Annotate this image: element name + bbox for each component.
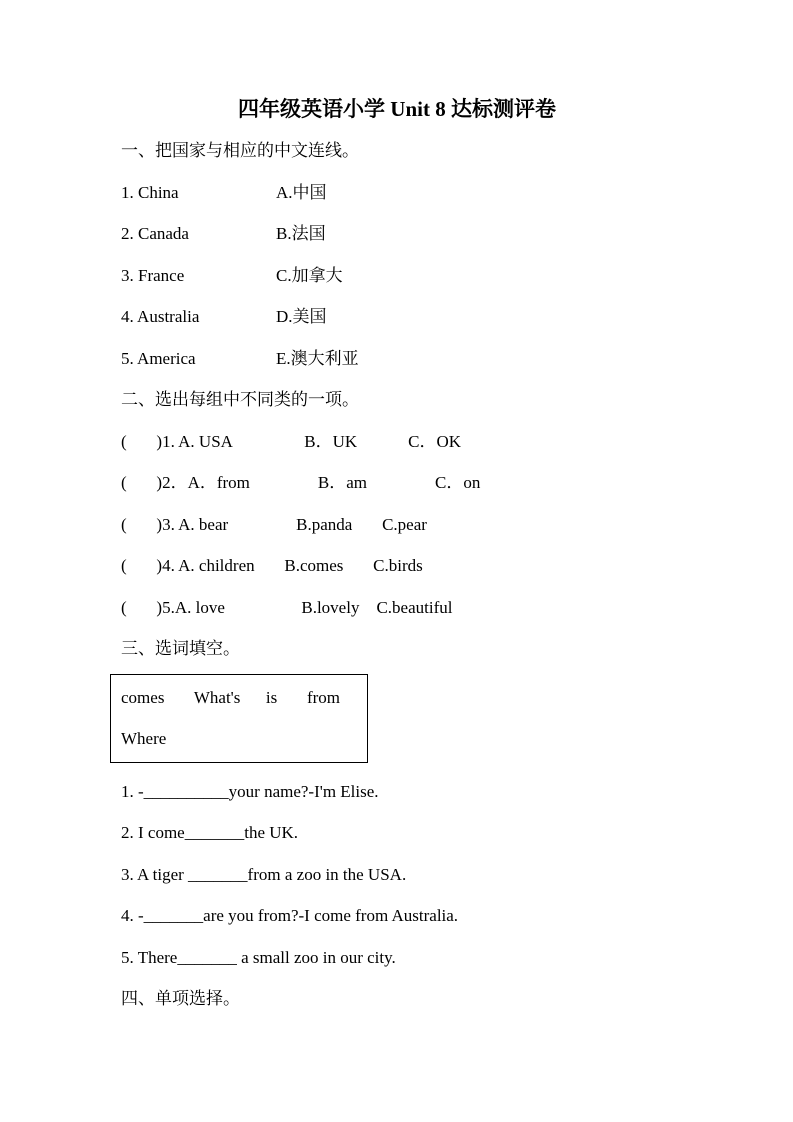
- fill-blank-line: 5. There_______ a small zoo in our city.: [121, 947, 396, 967]
- choice-question-line: ( )2．A．from B．am C．on: [121, 473, 481, 492]
- match-chinese: B.法国: [276, 224, 326, 243]
- match-row: [121, 172, 693, 214]
- match-country: 4. Australia: [121, 307, 200, 326]
- match-chinese: A.中国: [276, 182, 327, 202]
- match-chinese: C.加拿大: [276, 265, 343, 285]
- match-country: 2. Canada: [121, 224, 189, 243]
- section4-heading: 四、单项选择。: [121, 989, 240, 1008]
- section2-heading: 二、选出每组中不同类的一项。: [121, 390, 359, 409]
- match-country: 3. France: [121, 265, 185, 285]
- match-row: [121, 213, 693, 255]
- match-row: [121, 338, 693, 380]
- page-title: 四年级英语小学 Unit 8 达标测评卷: [238, 97, 556, 121]
- word-bank-box: [110, 674, 368, 763]
- match-row: [121, 255, 693, 297]
- section1-heading: 一、把国家与相应的中文连线。: [121, 141, 359, 160]
- choice-question-line: ( )3. A. bear B.panda C.pear: [121, 514, 427, 534]
- fill-blank-line: 2. I come_______the UK.: [121, 823, 299, 842]
- match-row: [121, 296, 693, 338]
- fill-blank-line: 4. -_______are you from?-I come from Australia.: [121, 906, 459, 925]
- match-country: 5. America: [121, 348, 196, 368]
- word-bank-line: Where: [121, 729, 167, 748]
- match-country: 1. China: [121, 182, 179, 202]
- choice-question-line: ( )4. A. children B.comes C.birds: [121, 556, 423, 575]
- fill-blank-line: 3. A tiger _______from a zoo in the USA.: [121, 864, 407, 884]
- word-bank-line: comes What's is from: [121, 687, 340, 707]
- section3-heading: 三、选词填空。: [121, 639, 240, 658]
- choice-question-line: ( )1. A. USA B．UK C．OK: [121, 431, 462, 451]
- choice-question-line: ( )5.A. love B.lovely C.beautiful: [121, 597, 453, 617]
- match-chinese: E.澳大利亚: [276, 348, 359, 368]
- fill-blank-line: 1. -__________your name?-I'm Elise.: [121, 781, 379, 801]
- match-chinese: D.美国: [276, 307, 327, 326]
